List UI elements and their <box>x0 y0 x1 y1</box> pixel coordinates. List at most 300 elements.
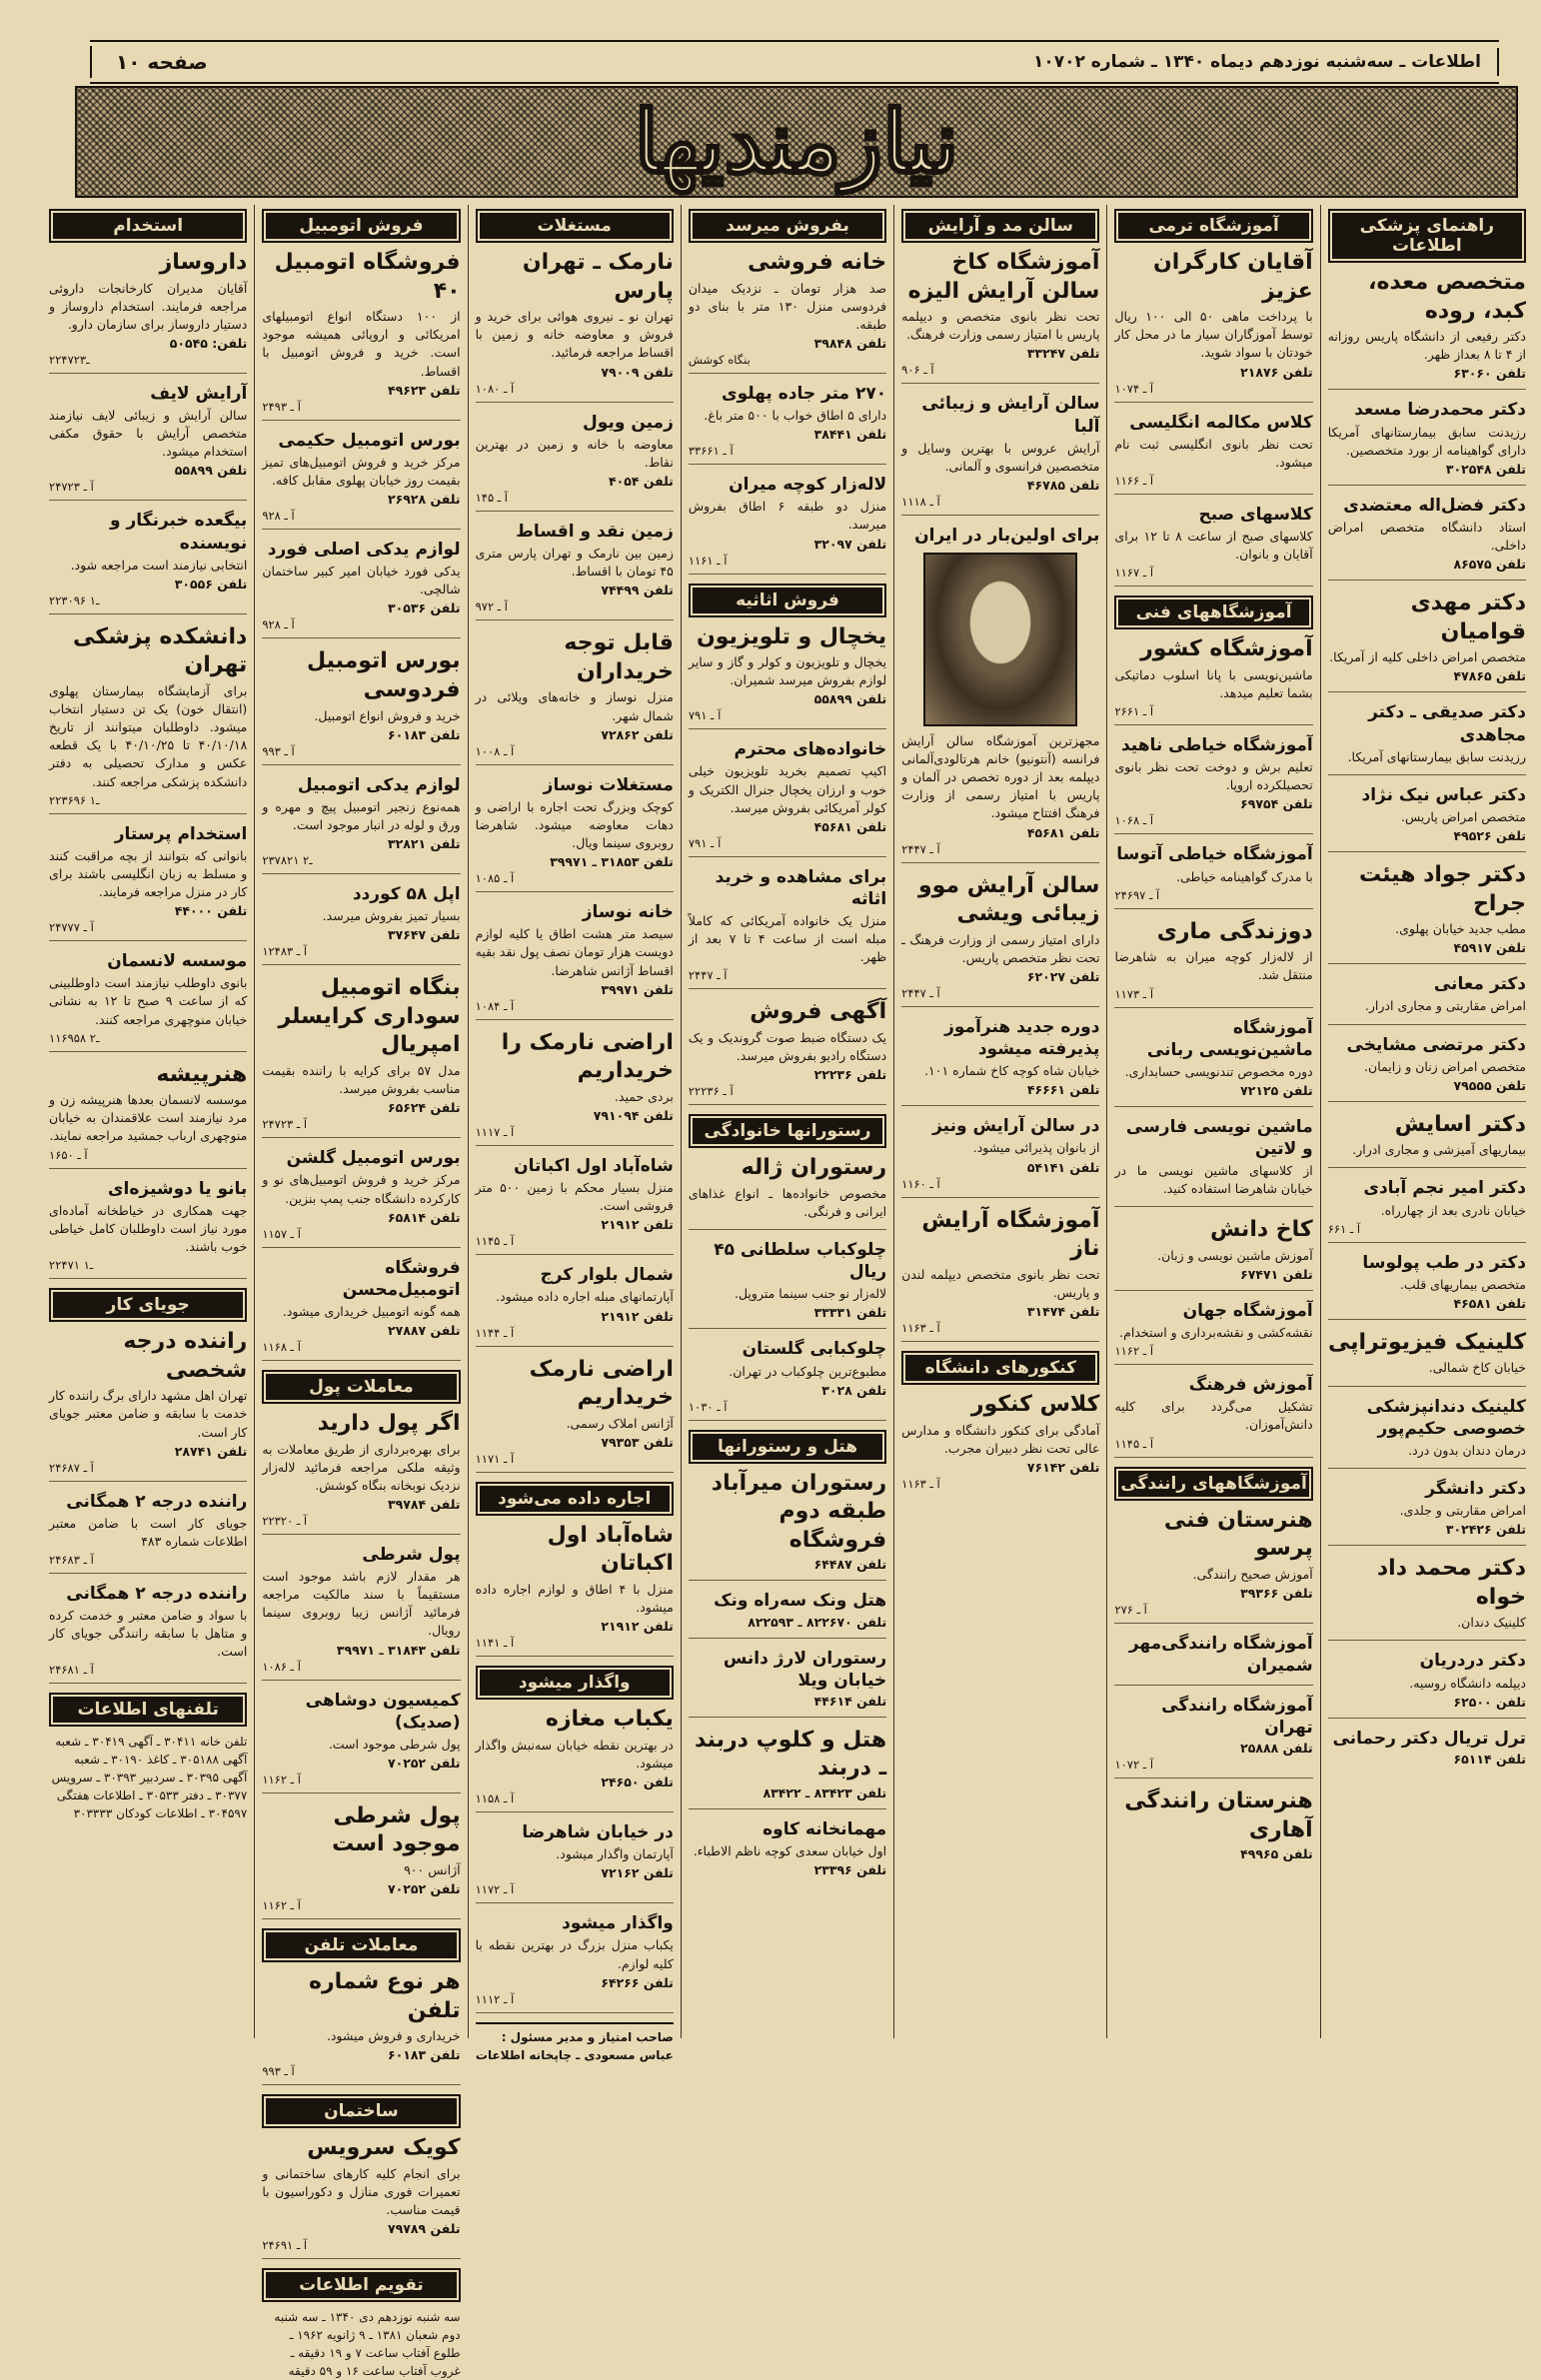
ad-phone: تلفن ۴۹۶۲۳ <box>388 382 461 398</box>
ad-text: در بهترین نقطه خیابان سه‌نبش واگذار میشود. <box>475 1737 674 1771</box>
page-number: صفحه ۱۰ <box>90 46 232 78</box>
ad-code: آ ـ ۱۱۶۶ <box>1114 473 1154 488</box>
banner-title: نیازمندیها <box>634 91 959 193</box>
ad-phone: تلفن: ۵۰۵۴۵ <box>169 335 248 351</box>
ad-phone: تلفن ۲۲۲۳۶ <box>813 1067 887 1083</box>
ad-code: آ ـ ۲۲۲۳۶ <box>688 1084 734 1099</box>
ad-phone: تلفن ۳۳۳۳۱ <box>813 1305 887 1321</box>
classified-ad <box>1114 635 1312 725</box>
ad-phone: تلفن ۶۷۴۷۱ <box>1240 1266 1313 1282</box>
classified-ad <box>49 950 247 1051</box>
ad-text: منزل نوساز و خانه‌های ویلائی در شمال شهر. <box>475 689 674 723</box>
classified-ad <box>476 521 674 620</box>
classified-ad <box>1114 1017 1312 1107</box>
classified-ad <box>49 1178 247 1279</box>
ad-text: کلاسهای صبح از ساعت ۸ تا ۱۲ برای آقایان و بانوان. <box>1114 529 1313 563</box>
category-header: آموزشگاههای رانندگی <box>1114 1467 1312 1501</box>
classified-ad <box>262 647 460 764</box>
ad-phone: تلفن ۶۲۰۲۷ <box>1026 969 1100 985</box>
ad-phone: تلفن ۷۹۵۵۵ <box>1453 1077 1526 1093</box>
ad-text: خریداری و فروش میشود. <box>326 2028 461 2044</box>
ad-code: ۲ـ۱ ۲۳۶۹۶ <box>49 792 100 807</box>
ad-code: آ ـ ۱۱۶۲ <box>262 1898 301 1913</box>
ad-text: لاله‌زار نو جنب سینما متروپل. <box>734 1286 887 1302</box>
column-1 <box>42 205 254 2038</box>
ad-phone: تلفن ۷۲۱۲۵ <box>1240 1082 1313 1098</box>
category-header: مستغلات <box>476 209 674 243</box>
ad-heading: کلاسهای صبح <box>1198 504 1313 525</box>
ad-phone: تلفن ۲۵۸۸۸ <box>1240 1741 1313 1757</box>
ad-text: آپارتمان واگذار میشود. <box>556 1846 674 1862</box>
ad-code: آ ـ ۱۰۷۲ <box>1114 1758 1154 1773</box>
ad-code: آ ـ ۱۰۶۸ <box>1114 813 1154 828</box>
ad-heading: فروشگاه اتومبیل ۴۰ <box>274 250 461 304</box>
ad-heading: مهمانخانه کاوه <box>763 1818 887 1839</box>
classified-ad <box>262 1802 460 1919</box>
ad-text: از لاله‌زار کوچه میران به شاهرضا منتقل شد. <box>1114 949 1313 983</box>
ad-phone: تلفن ۷۰۲۵۲ <box>388 1881 461 1897</box>
category-header: هتل و رستورانها <box>689 1430 886 1464</box>
ad-text: کلینیک دندان. <box>1457 1615 1526 1631</box>
ad-text: دکتر رفیعی از دانشگاه پاریس روزانه از ۴ تا ۸ بعداز ظهر. <box>1327 329 1526 363</box>
ad-heading: آموزشگاه آرایش ناز <box>921 1207 1100 1262</box>
ad-code: آ ـ ۷۹۱ <box>688 835 722 850</box>
ad-phone: تلفن ۷۹۰۰۹ <box>601 364 674 380</box>
ad-text: تشکیل می‌گردد برای کلیه دانش‌آموزان. <box>1114 1399 1313 1433</box>
ad-code: آ ـ ۲۴۶۹۷ <box>1114 887 1160 902</box>
ad-heading: آموزشگاه خیاطی ناهید <box>1120 735 1313 756</box>
ad-text: با پرداخت ماهی ۵۰ الی ۱۰۰ ریال توسط آموزگاران سیار ما در محل کار خودتان با سواد شوید. <box>1114 309 1313 361</box>
ad-text: رزیدنت سابق بیمارستانهای آمریکا. <box>1347 748 1526 764</box>
ad-phone: تلفن ۲۸۷۴۱ <box>174 1443 248 1459</box>
ad-heading: راننده درجه شخصی <box>123 1329 248 1383</box>
classified-ad <box>1114 918 1312 1008</box>
ad-phone: تلفن ۳۹۳۶۶ <box>1240 1585 1313 1601</box>
ad-heading: کویک سرویس <box>307 2135 461 2161</box>
ad-heading: پول شرطی موجود است <box>332 1802 461 1857</box>
publisher-footer: صاحب امتیاز و مدیر مسئول : عباس مسعودی ـ چاپخانه اطلاعات <box>476 2022 674 2064</box>
ad-heading: آموزشگاه خیاطی آتوسا <box>1116 844 1313 865</box>
ad-text: بسیار تمیز بفروش میرسد. <box>322 908 461 924</box>
ad-heading: ترل تریال دکتر رحمانی <box>1332 1728 1526 1749</box>
columns <box>42 205 1533 2379</box>
ad-heading: دانشکده پزشکی تهران <box>73 623 248 678</box>
classified-ad <box>1328 1177 1526 1242</box>
ad-text: آپارتمانهای مبله اجاره داده میشود. <box>496 1289 674 1305</box>
ad-heading: رستوران لارژ دانس خیابان ویلا <box>723 1648 887 1691</box>
ad-heading: داروساز <box>159 250 248 275</box>
ad-heading: هنرستان رانندگی آهاری <box>1124 1788 1313 1842</box>
ad-phone: تلفن ۴۹۹۶۵ <box>1240 1846 1313 1862</box>
ad-phone: تلفن ۳۰۲۴۲۶ <box>1445 1522 1526 1538</box>
ad-heading: کلاس کنکور <box>970 1392 1100 1417</box>
ad-text: بانوی داوطلب نیازمند است داوطلبینی که از ساعت ۹ صبح تا ۱۲ به نشانی خیابان منوچهری مراجعه کنند. <box>49 975 248 1027</box>
category-header: معاملات پول <box>262 1370 460 1404</box>
ad-code: آ ـ ۱۱۷۱ <box>475 1451 515 1466</box>
classified-ad <box>476 249 674 403</box>
ad-text: تحت نظر بانوی انگلیسی ثبت نام میشود. <box>1114 436 1313 470</box>
ad-heading: راننده درجه ۲ همگانی <box>66 1583 248 1604</box>
ad-code: ۲ـ۲۴۷۲۳ <box>49 352 90 367</box>
ad-code: آ ـ ۳۳۶۶۱ <box>688 444 734 459</box>
classified-ad <box>476 1912 674 2012</box>
classified-ad <box>49 1061 247 1169</box>
ad-text: متخصص بیماریهای قلب. <box>1399 1276 1526 1292</box>
ad-phone: تلفن ۵۵۸۹۹ <box>813 691 887 707</box>
ad-heading: سالن آرایش و زیبائی آلبا <box>921 394 1100 437</box>
ad-code: آ ـ ۱۰۸۵ <box>475 871 515 886</box>
ad-text: هر مقدار لازم باشد موجود است مستقیماً با سند مالکیت مراجعه فرمائید آژانس زیبا روبروی سینما رویال. <box>262 1569 461 1639</box>
ad-heading: خانواده‌های محترم <box>734 739 887 760</box>
ad-heading: فروشگاه اتومبیل‌محسن <box>342 1257 461 1300</box>
classified-ad <box>1328 1396 1526 1469</box>
ad-code: آ ـ ۱۱۴۵ <box>1114 1436 1154 1451</box>
ad-code: آ ـ ۱۴۵ <box>475 490 509 505</box>
classified-ad <box>901 872 1099 1007</box>
ad-heading: ماشین نویسی فارسی و لاتین <box>1125 1116 1313 1159</box>
classified-ad <box>1328 1034 1526 1102</box>
ad-text: برای بهره‌برداری از طریق معاملات به وثیقه ملکی مراجعه فرمائید لاله‌زار نزدیک نوبخانه بنگاه کوشش. <box>262 1441 461 1493</box>
classified-ad <box>1114 412 1312 495</box>
classified-ad <box>476 774 674 892</box>
ad-phone: تلفن ۴۶۷۸۵ <box>1026 477 1100 493</box>
ad-heading: دکتر در طب پولوسا <box>1362 1252 1526 1273</box>
ad-phone: تلفن ۲۱۸۷۶ <box>1240 364 1313 380</box>
ad-text: بانوانی که بتوانند از بچه مراقبت کنند و مسلط به زبان انگلیسی باشند برای کار در منزل مراجعه فرمایند. <box>49 847 248 900</box>
ad-code: آ ـ ۱۱۶۰ <box>901 1176 940 1191</box>
ad-text: دوره مخصوص تندنویسی حسابداری. <box>1124 1063 1313 1079</box>
ad-phone: تلفن ۶۵۱۱۴ <box>1453 1751 1526 1767</box>
ad-heading: دوره جدید هنرآموز پذیرفته میشود <box>944 1017 1100 1060</box>
ad-heading: آموزشگاه رانندگی‌مهر شمیران <box>1128 1633 1313 1676</box>
ad-text: یدکی فورد خیابان امیر کبیر ساختمان شالچی. <box>262 564 461 597</box>
classified-ad <box>1114 1300 1312 1365</box>
category-header: سالن مد و آرایش <box>901 209 1099 243</box>
category-header: واگذار میشود <box>476 1666 674 1700</box>
ad-code: آ ـ ۱۱۶۳ <box>901 1321 940 1335</box>
ad-code: آ ـ ۱۰۸۰ <box>475 381 515 396</box>
ad-text: یخچال و تلویزیون و کولر و گاز و سایر لوازم بفروش میرسد شمیران. <box>688 654 887 688</box>
ad-code: آ ـ ۲۴۷۷۷ <box>49 920 94 935</box>
ad-phone: تلفن ۲۱۹۱۲ <box>601 1308 674 1324</box>
classified-ad <box>49 249 247 374</box>
ad-heading: دکتر دانشگر <box>1425 1478 1526 1499</box>
classified-ad <box>901 1391 1099 1497</box>
ad-heading: خانه نوساز <box>582 902 674 923</box>
ad-heading: آقایان کارگران عزیز <box>1153 250 1313 304</box>
classified-ad <box>689 738 886 856</box>
classified-ad <box>689 866 886 990</box>
ad-text: آژانس ۹۰۰ <box>404 1862 461 1877</box>
ad-code: آ ـ ۱۱۶۸ <box>262 1339 301 1354</box>
classified-ad <box>1328 399 1526 485</box>
ad-phone: تلفن ۲۱۹۱۲ <box>601 1619 674 1635</box>
ad-text: دیپلمه دانشگاه روسیه. <box>1409 1675 1526 1691</box>
category-header: اجاره داده می‌شود <box>476 1482 674 1516</box>
ad-heading: قابل توجه خریداران <box>564 630 674 684</box>
classified-ad <box>1114 843 1312 908</box>
classified-ad <box>49 383 247 501</box>
ad-text: مجهزترین آموزشگاه سالن آرایش فرانسه (آنتونیو) خانم هرتالودی‌آلمانی دیپلمه بعد از دوره تخصص در آلمان و پاریس با امتیاز رسمی از وزارت فرهنگ افتتاح میشود. <box>901 732 1100 821</box>
category-header: آموزشگاه ترمی <box>1114 209 1312 243</box>
ad-heading: دکتر معانی <box>1433 974 1526 995</box>
ad-code: آ ـ ۹۰۶ <box>901 363 934 378</box>
classified-ad <box>1328 269 1526 390</box>
ad-heading: یکباب مغازه <box>545 1707 674 1733</box>
ad-phone: تلفن ۶۴۴۸۷ <box>813 1557 887 1573</box>
ad-phone: تلفن ۳۰۵۳۶ <box>388 600 461 616</box>
ad-heading: کمیسیون دوشاهی (صدیک) <box>305 1690 461 1733</box>
ad-code: آ ـ ۲۴۴۷ <box>901 841 940 856</box>
ad-heading: دکتر فضل‌اله معتضدی <box>1343 495 1526 516</box>
ad-heading: کاخ دانش <box>1209 1217 1313 1243</box>
ad-heading: آگهی فروش <box>750 999 887 1025</box>
ad-code: آ ـ ۹۹۳ <box>262 2064 295 2079</box>
ad-heading: چلوکباب سلطانی ۴۵ ریال <box>714 1240 887 1283</box>
ad-code: آ ـ ۱۱۶۷ <box>1114 566 1154 581</box>
ad-code: آ ـ ۱۰۰۸ <box>475 743 515 758</box>
classified-ad <box>262 774 460 874</box>
ad-text: خیابان نادری بعد از چهارراه. <box>1380 1202 1526 1218</box>
ad-heading: بورس اتومبیل فردوسی <box>307 648 461 702</box>
ad-text: از ۱۰۰ دستگاه انواع اتومبیلهای امریکائی و اروپائی همیشه موجود است. خرید و فروش اتومبیل با اقساط. <box>262 309 461 379</box>
portrait-photo <box>923 553 1077 726</box>
ad-text: خرید و فروش انواع اتومبیل. <box>314 707 461 723</box>
ad-phone: تلفن ۴۷۸۶۵ <box>1453 668 1526 684</box>
ad-heading: کلاس مکالمه انگلیسی <box>1129 412 1313 433</box>
ad-code: ۱ـ۲ ۱۶۹۵۸ <box>49 1030 100 1045</box>
ad-code: آ ـ ۱۱۶۳ <box>901 1476 940 1491</box>
ad-text: جویای کار است با ضامن معتبر اطلاعات شماره ۴۸۳ <box>49 1515 248 1549</box>
classified-ad <box>476 1029 674 1146</box>
ad-heading: هنرستان فنی پرسو <box>1163 1507 1313 1562</box>
classified-ad <box>476 1155 674 1255</box>
classified-ad <box>1114 734 1312 834</box>
ad-code: آ ـ ۱۱۱۸ <box>901 494 940 509</box>
ad-text: منزل دو طبقه ۶ اطاق بفروش میرسد. <box>688 499 887 533</box>
ad-code: آ ـ ۱۲۴۸۳ <box>262 944 308 959</box>
ad-heading: زمین نقد و اقساط <box>516 521 674 542</box>
classified-ad <box>262 1410 460 1535</box>
ad-heading: پول شرطی <box>362 1544 461 1565</box>
ad-text: مدل ۵۷ برای کرایه با راننده بقیمت مناسب بفروش میرسد. <box>262 1063 461 1097</box>
ad-phone: تلفن ۷۶۱۴۲ <box>1026 1459 1100 1475</box>
ad-heading: آموزشگاه ماشین‌نویسی ربانی <box>1146 1017 1313 1060</box>
category-header: ساختمان <box>262 2094 460 2128</box>
ad-text: تحت نظر بانوی متخصص دیپلمه لندن و پاریس. <box>901 1266 1100 1300</box>
ad-heading: دکتر عباس نیک نژاد <box>1361 784 1526 805</box>
ad-text: یک دستگاه ضبط صوت گروندیک و یک دستگاه رادیو بفروش میرسد. <box>688 1030 887 1064</box>
ad-phone: تلفن ۷۴۴۹۹ <box>601 583 674 598</box>
ad-heading: آرایش لایف <box>150 383 248 404</box>
ad-heading: لوازم یدکی اصلی فورد <box>267 540 461 561</box>
ad-phone: تلفن ۳۱۴۷۴ <box>1026 1304 1100 1319</box>
ad-phone: تلفن ۶۵۸۱۴ <box>388 1209 461 1225</box>
classified-ad <box>262 430 460 530</box>
ad-text: از کلاسهای ماشین نویسی ما در خیابان شاهرضا استفاده کنید. <box>1114 1163 1313 1197</box>
ad-text: مطبوع‌ترین چلوکباب در تهران. <box>729 1363 887 1379</box>
ad-heading: برای مشاهده و خرید اثاثه <box>715 866 887 909</box>
ad-phone: تلفن ۸۶۵۷۵ <box>1453 557 1526 573</box>
column-4 <box>681 205 893 2038</box>
ad-heading: آموزشگاه رانندگی تهران <box>1161 1696 1313 1739</box>
ad-text: با سواد و ضامن معتبر و خدمت کرده و متاهل با سابقه رانندگی جویای کار است. <box>49 1608 248 1660</box>
ad-code: آ ـ ۲۴۴۷ <box>901 986 940 1001</box>
column-3 <box>468 205 681 2062</box>
ad-code: آ ـ ۱۱۴۵ <box>475 1234 515 1249</box>
classified-ad <box>476 412 674 512</box>
ad-heading: راننده درجه ۲ همگانی <box>66 1491 248 1512</box>
ad-text: استاد دانشگاه متخصص امراض داخلی. <box>1327 519 1526 553</box>
ad-heading: در سالن آرایش ونیز <box>932 1116 1100 1137</box>
ad-text: دارای امتیاز رسمی از وزارت فرهنگ ـ تحت نظر متخصص پاریس. <box>901 931 1100 965</box>
column-5 <box>893 205 1106 2038</box>
ad-heading: کلینیک فیزیوتراپی <box>1327 1329 1526 1355</box>
ad-text: خیابان شاه کوچه کاخ شماره ۱۰۱. <box>924 1063 1100 1079</box>
ad-heading: اگر پول دارید <box>317 1410 461 1436</box>
ad-text: تهران نو ـ نیروی هوائی برای خرید و فروش و معاوضه خانه و زمین با اقساط مراجعه فرمائید. <box>475 309 674 361</box>
ad-code: ۲ـ۲ ۳۷۸۲۱ <box>262 853 313 868</box>
ad-text: سیصد متر هشت اطاق یا کلیه لوازم دویست هزار تومان نصف پول نقد بقیه اقساط آژانس شاهرضا. <box>475 926 674 978</box>
ad-text: صد هزار تومان ـ نزدیک میدان فردوسی منزل ۱۳۰ متر با بنای دو طبقه. <box>688 280 887 332</box>
ad-phone: تلفن ۴۴۰۰۰ <box>174 903 248 919</box>
ad-code: آ ـ ۹۲۸ <box>262 509 295 524</box>
ad-code: آ ـ ۱۱۶۲ <box>262 1772 301 1786</box>
ad-heading: دکتر جواد هیئت جراح <box>1358 861 1526 916</box>
classified-ad <box>262 1257 460 1361</box>
column-2 <box>254 205 467 2379</box>
ad-heading: آموزشگاه کاخ سالن آرایش الیزه <box>907 250 1100 304</box>
ad-phone: تلفن ۳۰۲۸ <box>821 1382 887 1398</box>
classified-ad <box>262 883 460 965</box>
edition-line: اطلاعات ـ سه‌شنبه نوزدهم دیماه ۱۳۴۰ ـ شماره ۱۰۷۰۲ <box>1017 48 1499 76</box>
ad-text: منزل یک خانواده آمریکائی که کاملاً مبله است از ساعت ۴ تا ۷ بعد از ظهر. <box>688 913 887 965</box>
ad-heading: موسسه لانسمان <box>107 951 248 972</box>
ad-heading: آموزشگاه کشور <box>1140 636 1313 662</box>
ad-code: آ ـ ۱۰۸۴ <box>475 998 515 1013</box>
ad-phone: تلفن ۳۷۶۴۷ <box>388 927 461 943</box>
ad-heading: چلوکبابی گلستان <box>742 1339 887 1360</box>
ad-code: آ ـ ۱۱۱۲ <box>475 1991 515 2006</box>
classified-ad <box>689 474 886 574</box>
category-header: تلفنهای اطلاعات <box>49 1693 247 1727</box>
ad-phone: تلفن ۲۷۸۸۷ <box>388 1322 461 1338</box>
ad-code: آ ـ ۹۷۲ <box>475 599 509 614</box>
ad-phone: تلفن ۶۴۲۶۶ <box>601 1974 674 1990</box>
info-block: سه شنبه نوزدهم دی ۱۳۴۰ ـ سه شنبه دوم شعبان ۱۳۸۱ ـ ۹ ژانویه ۱۹۶۲ ـ طلوع آفتاب ساعت ۷ و ۱۹ دقیقه ـ غروب آفتاب ساعت ۱۶ و ۵۹ دقیقه <box>274 2310 461 2379</box>
ad-text: نقشه‌کشی و نقشه‌برداری و استخدام. <box>1119 1325 1313 1341</box>
ad-code: بنگاه کوشش <box>688 352 751 367</box>
ad-phone: تلفن ۳۳۲۴۷ <box>1026 346 1100 362</box>
classified-ad <box>49 1328 247 1482</box>
classified-ad <box>1114 1633 1312 1686</box>
classified-ad <box>476 1821 674 1903</box>
ad-phone: تلفن ۷۹۷۸۹ <box>388 2221 461 2237</box>
classified-ad <box>1328 590 1526 692</box>
ad-heading: لوازم یدکی اتومبیل <box>297 774 461 795</box>
ad-heading: دکتر دردریان <box>1419 1651 1526 1672</box>
info-block: تلفن خانه ۳۰۴۱۱ ـ آگهی ۳۰۴۱۹ ـ شعبه آگهی ۳۰۵۱۸۸ ـ کاغذ ۳۰۱۹۰ ـ شعبه آگهی ۳۰۳۹۵ ـ سردبیر ۳۰۳۹۳ ـ سرویس ۳۰۳۷۷ ـ دفتر ۳۰۵۳۳ ـ اطلاعات هفتگی ۳۰۴۵۹۷ ـ اطلاعات کودکان ۳۰۳۳۳۳ <box>51 1735 248 1821</box>
ad-heading: دکتر اسایش <box>1394 1111 1526 1137</box>
classified-ad <box>1328 1111 1526 1169</box>
ad-text: تحت نظر بانوی متخصص و دیپلمه پاریس با امتیاز رسمی وزارت فرهنگ. <box>901 309 1100 343</box>
classified-ad <box>476 901 674 1019</box>
ad-text: اول خیابان سعدی کوچه ناظم الاطباء. <box>693 1842 887 1858</box>
classified-ad <box>689 1727 886 1809</box>
ad-phone: تلفن ۳۱۸۵۳ ـ ۳۹۹۷۱ <box>550 854 674 870</box>
ad-text: جهت همکاری در خیاطخانه آماده‌ای مورد نیاز است داوطلبان کامل خیاطی خوب باشند. <box>49 1202 248 1254</box>
ad-phone: تلفن ۴۰۵۴ <box>608 473 674 489</box>
classified-ad <box>1328 973 1526 1024</box>
ad-heading: شاه‌آباد اول اکباتان <box>514 1155 674 1176</box>
ad-code: آ ـ ۱۱۶۱ <box>688 553 728 568</box>
ad-code: آ ـ ۲۷۶ <box>1114 1602 1147 1617</box>
classified-ad <box>262 1690 460 1793</box>
classified-ad <box>262 249 460 421</box>
classified-ad <box>689 1590 886 1638</box>
ad-heading: هتل ونک سه‌راه ونک <box>714 1591 887 1612</box>
ad-phone: تلفن ۷۲۱۶۲ <box>601 1865 674 1881</box>
ad-heading: دکتر محمد داد خواه <box>1376 1556 1526 1610</box>
ad-text: امراض مقاربتی و جلدی. <box>1399 1503 1526 1518</box>
ad-phone: تلفن ۳۲۰۹۷ <box>813 536 887 552</box>
classified-ad <box>1328 1478 1526 1546</box>
classified-ad <box>1328 1650 1526 1718</box>
ad-heading: در خیابان شاهرضا <box>522 1822 674 1843</box>
ad-code: آ ـ ۲۴۷۲۳ <box>262 1117 308 1132</box>
page-header <box>90 40 1499 84</box>
classified-ad <box>1114 504 1312 587</box>
ad-phone: تلفن ۶۲۵۰۰ <box>1453 1694 1526 1710</box>
ad-code: آ ـ ۲۴۶۸۷ <box>49 1460 94 1475</box>
ad-heading: یخچال و تلویزیون <box>697 623 887 649</box>
classified-ad <box>1114 1216 1312 1291</box>
ad-text: امراض مقاربتی و مجاری ادرار. <box>1364 998 1526 1014</box>
classified-ad <box>689 1338 886 1420</box>
ad-text: تهران اهل مشهد دارای برگ راننده کار خدمت با سابقه و ضامن معتبر جویای کار است. <box>49 1388 248 1440</box>
ad-text: مطب جدید خیابان پهلوی. <box>1395 921 1526 937</box>
ad-phone: تلفن ۷۹۳۵۳ <box>601 1434 674 1450</box>
classified-ad <box>49 623 247 814</box>
ad-text: یکباب منزل بزرگ در بهترین نقطه با کلیه لوازم. <box>475 1937 674 1971</box>
ad-text: رزیدنت سابق بیمارستانهای آمریکا دارای گواهینامه از بورد متخصصین. <box>1327 424 1526 458</box>
ad-text: آموزش ماشین نویسی و زبان. <box>1157 1247 1313 1263</box>
category-header: فروش اتومبیل <box>262 209 460 243</box>
ad-heading: بیگعده خبرنگار و نویسنده <box>110 511 248 554</box>
ad-text: آقایان مدیران کارخانجات داروئی مراجعه فرمایند. استخدام داروساز و دستیار داروساز برای سازمان دارو. <box>49 280 248 332</box>
classified-ad <box>1114 1787 1312 1869</box>
ad-heading: رستوران ژاله <box>741 1155 887 1181</box>
classified-ad <box>901 249 1099 384</box>
classified-ad <box>262 539 460 638</box>
ad-code: آ ـ ۲۴۹۳ <box>262 399 301 414</box>
ad-text: درمان دندان بدون درد. <box>1408 1442 1526 1458</box>
ad-text: پول شرطی موجود است. <box>328 1736 461 1752</box>
classified-ad <box>1114 1374 1312 1457</box>
ad-phone: تلفن ۳۹۹۷۱ <box>601 981 674 997</box>
ad-phone: تلفن ۳۰۲۵۴۸ <box>1445 461 1526 477</box>
classified-ad <box>476 1706 674 1812</box>
classified-ad <box>1114 1507 1312 1624</box>
ad-phone: تلفن ۳۹۷۸۴ <box>388 1496 461 1512</box>
ad-heading: لاله‌زار کوچه میران <box>729 475 887 496</box>
classified-ad <box>1114 1116 1312 1207</box>
ad-heading: هنرپیشه <box>156 1061 248 1087</box>
ad-code: آ ـ ۱۱۷۳ <box>1114 986 1154 1001</box>
classified-ad <box>49 510 247 613</box>
ad-phone: تلفن ۳۸۴۴۱ <box>813 427 887 443</box>
ad-text: آمادگی برای کنکور دانشگاه و مدارس عالی تحت نظر دبیران مجرب. <box>901 1422 1100 1456</box>
